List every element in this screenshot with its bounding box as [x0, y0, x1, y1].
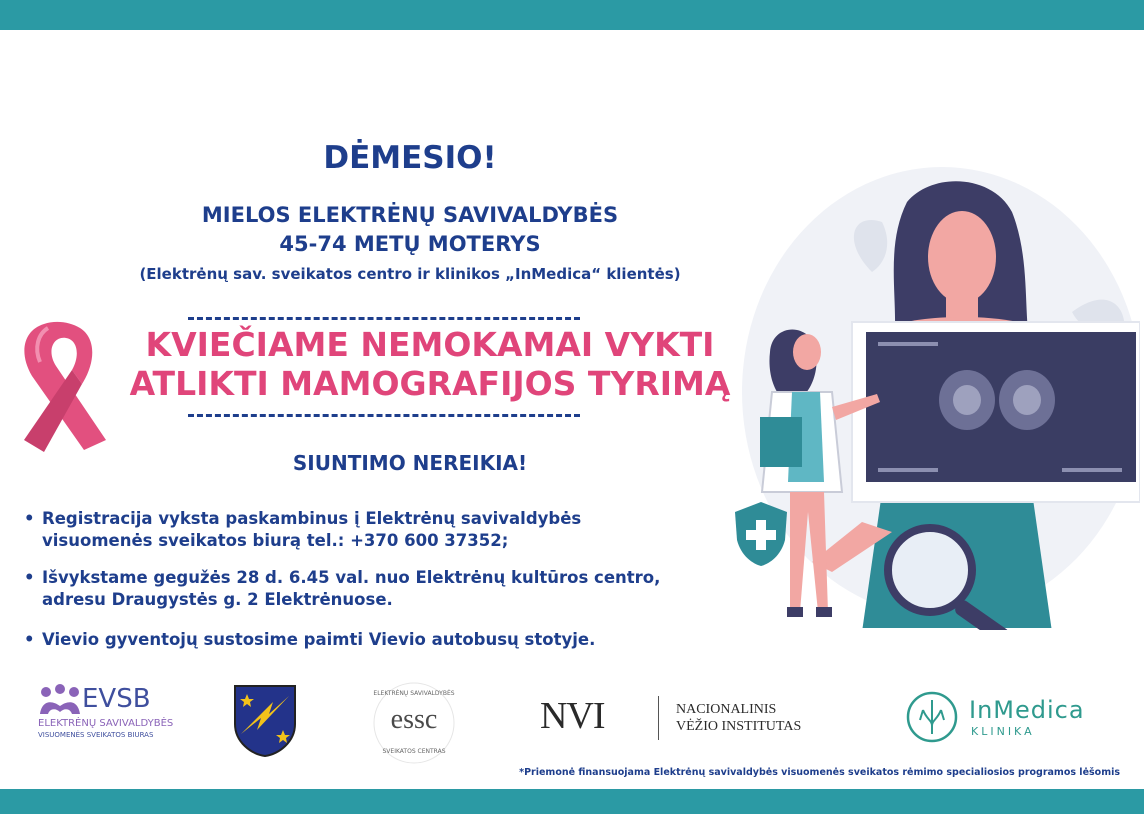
attention-heading: DĖMESIO!	[323, 140, 497, 176]
essc-mark: essc	[390, 704, 438, 735]
list-item	[20, 629, 595, 651]
essc-ring-top: ELEKTRĖNŲ SAVIVALDYBĖS	[373, 690, 455, 697]
coat-of-arms-icon	[233, 684, 297, 758]
divider-bottom	[188, 414, 580, 417]
list-item-line: adresu Draugystės g. 2 Elektrėnuose.	[42, 590, 393, 609]
inmedica-emblem-icon	[905, 690, 959, 744]
nvi-line-1: NACIONALINIS	[676, 702, 777, 717]
evsb-name: EVSB	[82, 684, 151, 714]
essc-logo	[367, 680, 461, 766]
greeting-line-1: MIELOS ELEKTRĖNŲ SAVIVALDYBĖS	[201, 203, 619, 227]
evsb-sub-2: VISUOMENĖS SVEIKATOS BIURAS	[38, 731, 154, 739]
inmedica-sub: KLINIKA	[971, 725, 1035, 738]
shield-cross-icon	[733, 500, 789, 568]
inmedica-logo	[905, 690, 1105, 746]
no-referral-heading: SIUNTIMO NEREIKIA!	[292, 451, 528, 475]
divider-top	[188, 317, 580, 320]
list-item	[20, 567, 660, 611]
invitation-line-1: KVIEČIAME NEMOKAMAI VYKTI	[145, 325, 715, 364]
magnifier-icon	[880, 520, 1020, 630]
list-item-line: • Registracija vyksta paskambinus į Elektrėnų savivaldybės	[42, 509, 582, 528]
list-item-line: • Išvykstame gegužės 28 d. 6.45 val. nuo Elektrėnų kultūros centro,	[42, 568, 661, 587]
top-bar	[0, 0, 1144, 30]
invitation-line-2: ATLIKTI MAMOGRAFIJOS TYRIMĄ	[129, 364, 731, 403]
greeting-line-2: 45-74 METŲ MOTERYS	[279, 232, 541, 256]
nvi-mark: NVI	[540, 695, 605, 737]
bottom-bar	[0, 789, 1144, 814]
evsb-sub-1: ELEKTRĖNŲ SAVIVALDYBĖS	[38, 718, 174, 729]
list-item-line: • Vievio gyventojų sustosime paimti Vievio autobusų stotyje.	[42, 630, 596, 649]
evsb-logo	[38, 684, 178, 744]
people-icon	[38, 684, 82, 716]
nvi-line-2: VĖŽIO INSTITUTAS	[676, 719, 802, 734]
list-item-line: visuomenės sveikatos biurą tel.: +370 600 37352;	[42, 531, 509, 550]
essc-ring-bottom: SVEIKATOS CENTRAS	[382, 748, 446, 755]
nvi-divider	[658, 696, 659, 740]
inmedica-name: InMedica	[969, 696, 1085, 724]
greeting-note: (Elektrėnų sav. sveikatos centro ir klinikos „InMedica“ klientės)	[139, 265, 681, 283]
list-item	[20, 508, 581, 552]
nvi-logo	[540, 694, 830, 742]
funding-footnote: *Priemonė finansuojama Elektrėnų savivaldybės visuomenės sveikatos rėmimo specialiosios programos lėšomis	[519, 767, 1120, 778]
